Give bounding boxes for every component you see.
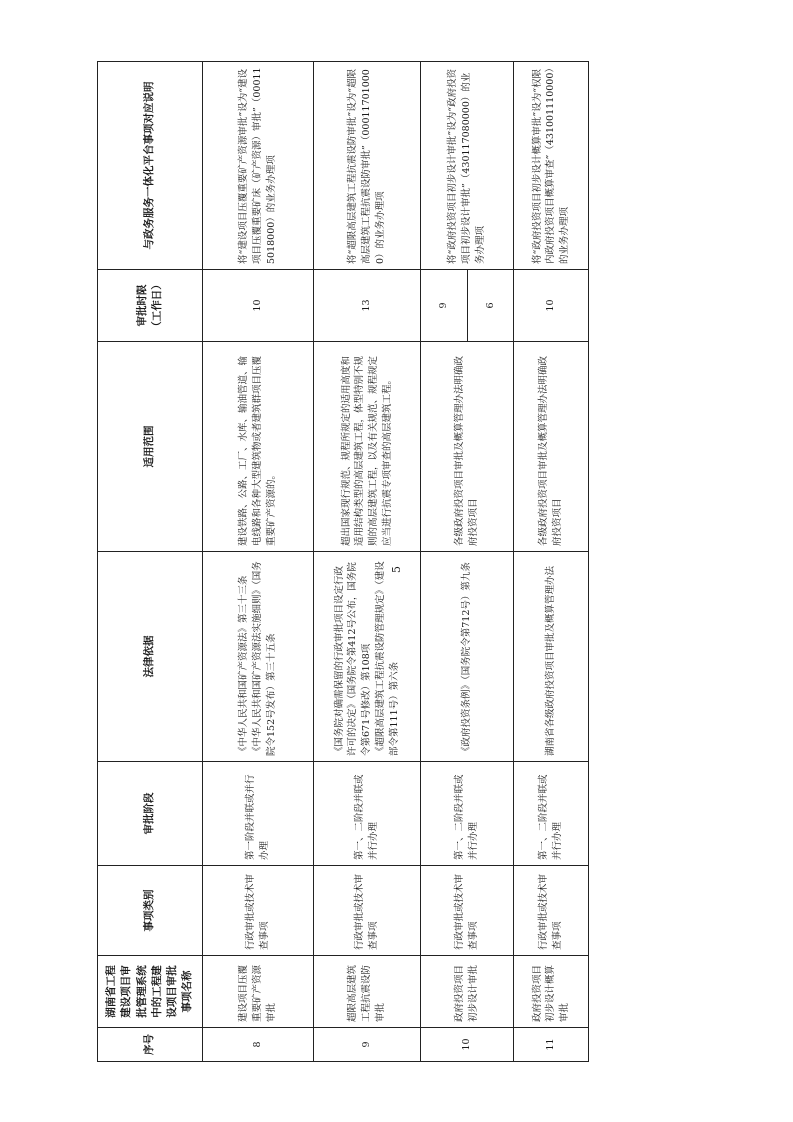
row-time-a: 9 bbox=[420, 270, 467, 342]
header-type: 事项类别 bbox=[98, 866, 203, 956]
row-type: 行政审批或技术审查事项 bbox=[514, 866, 589, 956]
row-no: 10 bbox=[420, 1028, 514, 1062]
header-mapping: 与政务服务一体化平台事项对应说明 bbox=[98, 62, 203, 270]
row-name: 政府投资项目初步设计审批 bbox=[420, 956, 514, 1028]
row-scope: 各级政府投资项目审批及概算管理办法明确政府投资项目 bbox=[514, 342, 589, 552]
row-name: 建设项目压覆重要矿产资源审批 bbox=[202, 956, 314, 1028]
row-scope: 建设铁路、公路、工厂、水库、输油管道、输电线路和各种大型建筑物或者建筑群项目压覆重要矿产资源的。 bbox=[202, 342, 314, 552]
approval-items-table bbox=[97, 61, 589, 1062]
row-type: 行政审批或技术审查事项 bbox=[202, 866, 314, 956]
header-time: 审批时限（工作日） bbox=[98, 270, 203, 342]
row-stage: 第一、二阶段并联或并行办理 bbox=[420, 762, 514, 866]
header-scope: 适用范围 bbox=[98, 342, 203, 552]
row-no: 8 bbox=[202, 1028, 314, 1062]
row-scope: 各级政府投资项目审批及概算管理办法明确政府投资项目 bbox=[420, 342, 514, 552]
row-no: 9 bbox=[314, 1028, 420, 1062]
row-mapping: 将“建设项目压覆重要矿产资源审批”设为“建设项目压覆重要矿床（矿产资源）审批”（000115018000）的业务办理项 bbox=[202, 62, 314, 270]
header-basis: 法律依据 bbox=[98, 552, 203, 762]
row-name: 政府投资项目初步设计概算审批 bbox=[514, 956, 589, 1028]
row-scope: 超出国家现行规范、规程所规定的适用高度和适用结构类型的高层建筑工程，体型特别不规则的高层建筑工程，以及有关规范、规程规定应当进行抗震专项审查的高层建筑工程。 bbox=[314, 342, 420, 552]
row-basis: 《中华人民共和国矿产资源法》第三十三条 《中华人民共和国矿产资源法实施细则》（国务院令152号发布）第三十五条 bbox=[202, 552, 314, 762]
row-mapping: 将“超限高层建筑工程抗震设防审批”设为“超限高层建筑工程抗震设防审批”（000117010000）的业务办理项 bbox=[314, 62, 420, 270]
row-basis: 《国务院对确需保留的行政审批项目设定行政许可的决定》（国务院令第412号公布，国务院令第671号修改）第108项 《超限高层建筑工程抗震设防管理规定》（建设部令第111号）第六条 bbox=[314, 552, 420, 762]
header-name: 湖南省工程建设项目审批管理系统中的工程建设项目审批事项名称 bbox=[98, 956, 203, 1028]
row-mapping: 将“政府投资项目初步设计审批”设为“政府投资项目初步设计审批”（430117080000）的业务办理项 bbox=[420, 62, 514, 270]
table-row bbox=[514, 62, 589, 1062]
row-stage: 第一、二阶段并联或并行办理 bbox=[514, 762, 589, 866]
row-stage: 第一阶段并联或并行办理 bbox=[202, 762, 314, 866]
row-stage: 第一、二阶段并联或并行办理 bbox=[314, 762, 420, 866]
rotated-table-wrapper bbox=[97, 62, 589, 1062]
table-header-row bbox=[98, 62, 203, 1062]
row-mapping: 将“政府投资项目初步设计概算审批”设为“权限内政府投资项目概算审查”（431001110000）的业务办理项 bbox=[514, 62, 589, 270]
row-time: 13 bbox=[314, 270, 420, 342]
page-number-text: 5 bbox=[390, 566, 403, 573]
header-stage: 审批阶段 bbox=[98, 762, 203, 866]
table-row bbox=[314, 62, 420, 1062]
row-basis: 湖南省各级政府投资项目审批及概算管理办法 bbox=[514, 552, 589, 762]
header-no: 序号 bbox=[98, 1028, 203, 1062]
row-no: 11 bbox=[514, 1028, 589, 1062]
row-type: 行政审批或技术审查事项 bbox=[314, 866, 420, 956]
row-time: 10 bbox=[514, 270, 589, 342]
page-number bbox=[0, 563, 793, 576]
row-basis: 《政府投资条例》（国务院令第712号）第九条 bbox=[420, 552, 514, 762]
row-time: 10 bbox=[202, 270, 314, 342]
table-row bbox=[202, 62, 314, 1062]
row-type: 行政审批或技术审查事项 bbox=[420, 866, 514, 956]
row-name: 超限高层建筑工程抗震设防审批 bbox=[314, 956, 420, 1028]
table-row bbox=[420, 62, 467, 1062]
row-time-b: 6 bbox=[467, 270, 514, 342]
